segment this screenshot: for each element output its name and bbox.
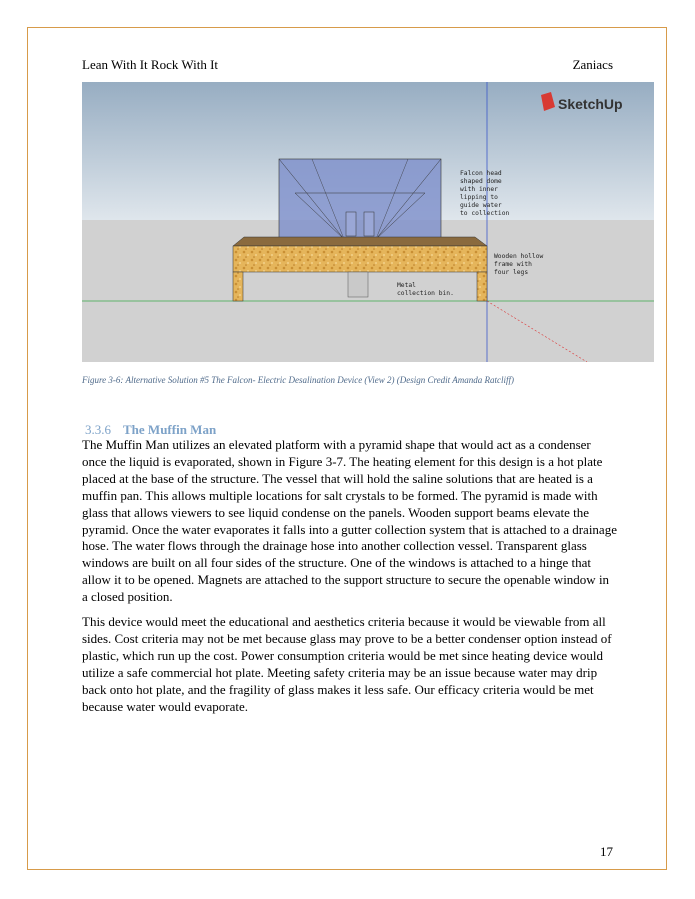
svg-text:Wooden hollow: Wooden hollow <box>494 253 544 260</box>
page-number: 17 <box>600 844 613 859</box>
header-title: Lean With It Rock With It <box>82 57 219 72</box>
svg-text:Metal: Metal <box>397 282 416 289</box>
paragraph-2: This device would meet the educational and aesthetics criteria because it would be viewable from all sides. Cost criteria may not be met because glass may prove to be a better condenser option instead of plastic, which run up the cost. Power consumption criteria would be met since heating device would utilize a safe commercial hot plate. Meeting safety criteria may be an issue because water may drip back onto hot plate, and the fragility of glass makes it less safe. Our efficacy criteria would be met because water would evaporate. <box>82 614 612 714</box>
svg-text:frame with: frame with <box>494 261 532 268</box>
svg-text:shaped dome: shaped dome <box>460 178 502 185</box>
metal-collection-bin <box>348 272 368 297</box>
svg-text:with inner: with inner <box>460 186 498 193</box>
section-heading <box>85 422 216 438</box>
svg-text:four legs: four legs <box>494 269 529 276</box>
logo-text: SketchUp <box>558 96 623 112</box>
svg-text:Falcon head: Falcon head <box>460 170 502 177</box>
svg-text:guide water: guide water <box>460 202 502 209</box>
section-title: The Muffin Man <box>123 422 217 437</box>
svg-text:to collection: to collection <box>460 210 510 217</box>
header-team: Zaniacs <box>572 57 613 72</box>
paragraph-1: The Muffin Man utilizes an elevated platform with a pyramid shape that would act as a condenser once the liquid is evaporated, shown in Figure 3-7. The heating element for this design is a hot plate placed at the base of the structure. The vessel that will hold the saline solutions that are heated is a muffin pan. This allows multiple locations for salt crystals to be formed. The pyramid is made with glass that allows viewers to see liquid condense on the panels. Wooden support beams elevate the pyramid. Once the water evaporates it falls into a gutter collection system that is attached to a drainage hose. The water flows through the drainage hose into another collection vessel. Transparent glass windows are built on all four sides of the structure. One of the windows is attached to a hinge that allow it to be opened. Magnets are attached to the support structure to secure the openable window in a closed position. <box>82 437 617 605</box>
svg-text:collection bin.: collection bin. <box>397 290 454 297</box>
falcon-dome <box>279 159 441 239</box>
section-number: 3.3.6 <box>85 422 111 437</box>
figure-caption: Figure 3-6: Alternative Solution #5 The Falcon- Electric Desalination Device (View 2) (Design Credit Amanda Ratcliff) <box>82 375 514 385</box>
sketchup-figure <box>82 82 654 362</box>
svg-text:lipping to: lipping to <box>460 194 498 201</box>
